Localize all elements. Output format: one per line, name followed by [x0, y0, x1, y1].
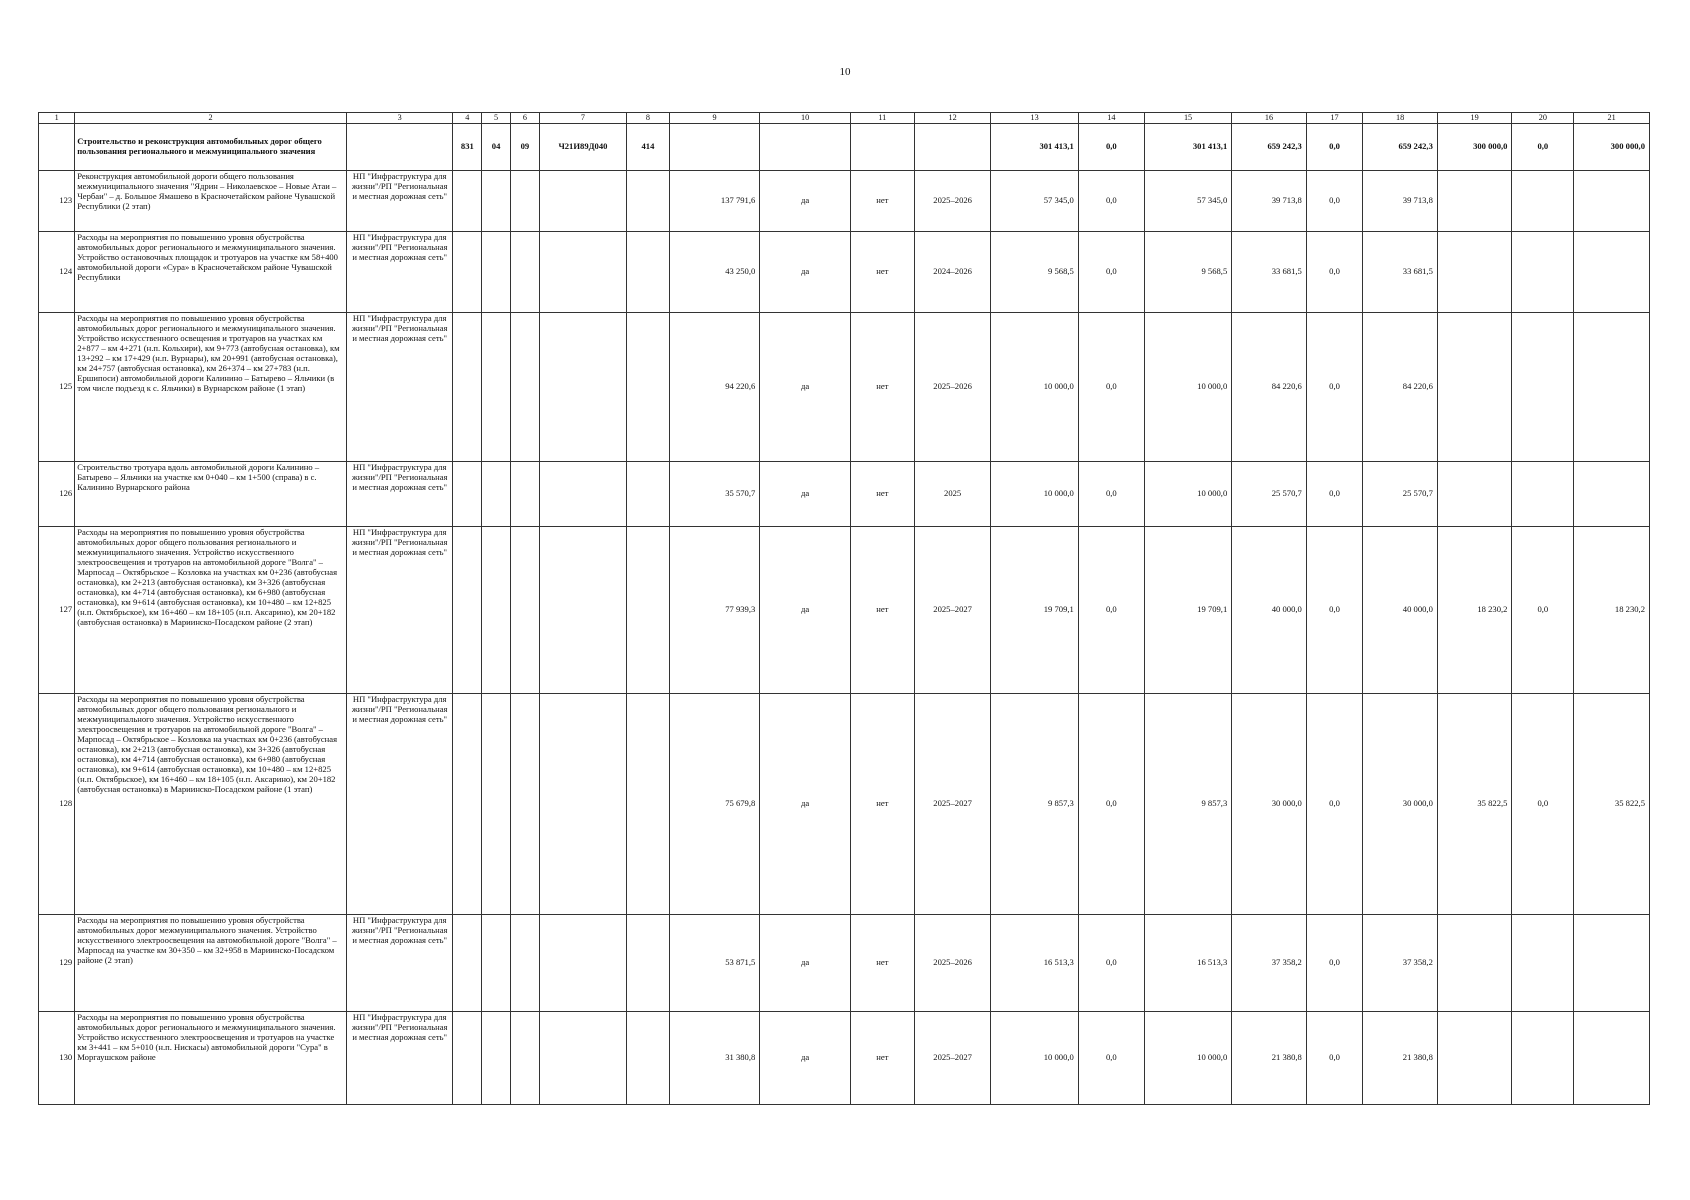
cell-description: Расходы на мероприятия по повышению уровня обустройства автомобильных дорог межмуниципального значения. Устройство искусственного электроосвещения на автомобильной дороге "Волга" – Марпосад на участке км 30+350 – км 32+958 в Мариинско-Посадском районе (2 этап)	[75, 915, 347, 1012]
cell-executor: НП "Инфраструктура для жизни"/РП "Региональная и местная дорожная сеть"	[346, 694, 453, 915]
cell-c13: 16 513,3	[991, 915, 1078, 1012]
cell-c11: нет	[850, 915, 914, 1012]
cell-c19	[1437, 171, 1512, 232]
cell-c20	[1512, 232, 1574, 313]
cell-c14: 0,0	[1078, 694, 1144, 915]
cell-c15: 10 000,0	[1144, 1012, 1231, 1105]
cell-c6	[510, 462, 539, 527]
cell-c15: 57 345,0	[1144, 171, 1231, 232]
cell-c7	[539, 313, 626, 462]
cell-c18: 39 713,8	[1363, 171, 1438, 232]
cell-c12: 2025–2027	[914, 527, 991, 694]
cell-c15: 10 000,0	[1144, 462, 1231, 527]
page-number: 10	[839, 66, 851, 78]
column-number: 20	[1512, 113, 1574, 124]
cell-description: Расходы на мероприятия по повышению уровня обустройства автомобильных дорог общего пользования регионального и межмуниципального значения. Устройство искусственного электроосвещения и тротуаров на автомобильной дороге "Волга" – Марпосад – Октябрьское – Козловка на участках км 0+236 (автобусная остановка), км 2+213 (автобусная остановка), км 3+326 (автобусная остановка), км 4+714 (автобусная остановка), км 6+980 (автобусная остановка), км 9+614 (автобусная остановка), км 10+480 – км 12+825 (н.п. Октябрьское), км 16+460 – км 18+105 (н.п. Аксарино), км 20+182 (автобусная остановка) в Мариинско-Посадском районе (2 этап)	[75, 527, 347, 694]
cell-c16: 659 242,3	[1232, 124, 1307, 171]
cell-c4	[453, 915, 482, 1012]
cell-executor: НП "Инфраструктура для жизни"/РП "Региональная и местная дорожная сеть"	[346, 462, 453, 527]
cell-c6	[510, 313, 539, 462]
cell-c10: да	[760, 462, 851, 527]
cell-c9: 31 380,8	[669, 1012, 760, 1105]
cell-c9: 94 220,6	[669, 313, 760, 462]
cell-c16: 25 570,7	[1232, 462, 1307, 527]
cell-c6: 09	[510, 124, 539, 171]
cell-c18: 21 380,8	[1363, 1012, 1438, 1105]
cell-executor: НП "Инфраструктура для жизни"/РП "Региональная и местная дорожная сеть"	[346, 527, 453, 694]
cell-c7	[539, 1012, 626, 1105]
cell-c16: 84 220,6	[1232, 313, 1307, 462]
cell-c17: 0,0	[1306, 915, 1362, 1012]
cell-c6	[510, 694, 539, 915]
cell-c14: 0,0	[1078, 313, 1144, 462]
column-number: 7	[539, 113, 626, 124]
cell-c20: 0,0	[1512, 527, 1574, 694]
cell-c14: 0,0	[1078, 171, 1144, 232]
cell-c14: 0,0	[1078, 462, 1144, 527]
column-number: 13	[991, 113, 1078, 124]
cell-executor: НП "Инфраструктура для жизни"/РП "Региональная и местная дорожная сеть"	[346, 915, 453, 1012]
cell-c5	[482, 232, 511, 313]
column-number: 19	[1437, 113, 1512, 124]
table-row	[39, 462, 1650, 527]
cell-c21	[1574, 171, 1650, 232]
cell-c9: 43 250,0	[669, 232, 760, 313]
cell-c19: 18 230,2	[1437, 527, 1512, 694]
cell-c12: 2025–2026	[914, 313, 991, 462]
cell-c16: 33 681,5	[1232, 232, 1307, 313]
cell-c8	[627, 1012, 670, 1105]
cell-index: 129	[39, 915, 75, 1012]
cell-c5	[482, 915, 511, 1012]
cell-c9: 75 679,8	[669, 694, 760, 915]
cell-c21	[1574, 462, 1650, 527]
cell-c10: да	[760, 313, 851, 462]
cell-c5	[482, 313, 511, 462]
table-row	[39, 527, 1650, 694]
cell-c5	[482, 171, 511, 232]
cell-c19: 300 000,0	[1437, 124, 1512, 171]
cell-c8	[627, 171, 670, 232]
column-number: 8	[627, 113, 670, 124]
cell-c18: 25 570,7	[1363, 462, 1438, 527]
cell-c13: 10 000,0	[991, 1012, 1078, 1105]
cell-c21	[1574, 1012, 1650, 1105]
cell-c5: 04	[482, 124, 511, 171]
column-number: 3	[346, 113, 453, 124]
cell-description: Расходы на мероприятия по повышению уровня обустройства автомобильных дорог регионального и межмуниципального значения. Устройство искусственного освещения и тротуаров на участках км 2+877 – км 4+271 (н.п. Кольхири), км 9+773 (автобусная остановка), км 13+292 – км 17+429 (н.п. Вурнары), км 20+991 (автобусная остановка), км 24+757 (автобусная остановка), км 26+374 – км 27+783 (н.п. Ершипоси) автомобильной дороги Калинино – Батырево – Яльчики (в том числе подъезд к с. Яльчики) в Вурнарском районе (1 этап)	[75, 313, 347, 462]
cell-c9: 77 939,3	[669, 527, 760, 694]
cell-c5	[482, 1012, 511, 1105]
cell-c16: 40 000,0	[1232, 527, 1307, 694]
cell-description: Расходы на мероприятия по повышению уровня обустройства автомобильных дорог регионального и межмуниципального значения. Устройство искусственного электроосвещения и тротуаров на участке км 3+441 – км 5+010 (н.п. Нискасы) автомобильной дороги "Сура" в Моргаушском районе	[75, 1012, 347, 1105]
cell-c18: 84 220,6	[1363, 313, 1438, 462]
cell-c18: 30 000,0	[1363, 694, 1438, 915]
table-row	[39, 313, 1650, 462]
column-number-row	[39, 113, 1650, 124]
cell-c20	[1512, 915, 1574, 1012]
cell-c13: 10 000,0	[991, 313, 1078, 462]
cell-c10: да	[760, 527, 851, 694]
cell-c9: 137 791,6	[669, 171, 760, 232]
cell-c21: 18 230,2	[1574, 527, 1650, 694]
column-number: 12	[914, 113, 991, 124]
cell-c13: 10 000,0	[991, 462, 1078, 527]
table-row	[39, 171, 1650, 232]
cell-c6	[510, 915, 539, 1012]
cell-c12: 2025–2026	[914, 915, 991, 1012]
cell-c7	[539, 171, 626, 232]
cell-c14: 0,0	[1078, 1012, 1144, 1105]
cell-c4	[453, 527, 482, 694]
cell-description: Реконструкция автомобильной дороги общего пользования межмуниципального значения "Ядрин – Николаевское – Новые Атаи – Чербаи" – д. Большое Ямашево в Красночетайском районе Чувашской Республики (2 этап)	[75, 171, 347, 232]
column-number: 17	[1306, 113, 1362, 124]
cell-c10: да	[760, 1012, 851, 1105]
table-row	[39, 1012, 1650, 1105]
cell-c17: 0,0	[1306, 1012, 1362, 1105]
cell-c15: 16 513,3	[1144, 915, 1231, 1012]
cell-c8	[627, 527, 670, 694]
cell-description: Расходы на мероприятия по повышению уровня обустройства автомобильных дорог регионального и межмуниципального значения. Устройство остановочных площадок и тротуаров на участке км 58+400 автомобильной дороги «Сура» в Красночетайском районе Чувашской Республики	[75, 232, 347, 313]
cell-c17: 0,0	[1306, 313, 1362, 462]
cell-c14: 0,0	[1078, 915, 1144, 1012]
cell-c15: 10 000,0	[1144, 313, 1231, 462]
cell-c10: да	[760, 915, 851, 1012]
cell-c14: 0,0	[1078, 527, 1144, 694]
cell-c17: 0,0	[1306, 694, 1362, 915]
cell-c13: 301 413,1	[991, 124, 1078, 171]
cell-c7	[539, 232, 626, 313]
cell-c19: 35 822,5	[1437, 694, 1512, 915]
cell-c10	[760, 124, 851, 171]
cell-c7	[539, 915, 626, 1012]
cell-c13: 9 568,5	[991, 232, 1078, 313]
cell-c17: 0,0	[1306, 232, 1362, 313]
cell-c20	[1512, 171, 1574, 232]
cell-c14: 0,0	[1078, 124, 1144, 171]
cell-c4	[453, 694, 482, 915]
cell-c21	[1574, 313, 1650, 462]
cell-c19	[1437, 232, 1512, 313]
cell-executor: НП "Инфраструктура для жизни"/РП "Региональная и местная дорожная сеть"	[346, 313, 453, 462]
cell-c10: да	[760, 171, 851, 232]
cell-c11: нет	[850, 462, 914, 527]
cell-c11: нет	[850, 1012, 914, 1105]
cell-c21	[1574, 232, 1650, 313]
cell-c16: 39 713,8	[1232, 171, 1307, 232]
cell-executor: НП "Инфраструктура для жизни"/РП "Региональная и местная дорожная сеть"	[346, 1012, 453, 1105]
cell-c11	[850, 124, 914, 171]
cell-c12	[914, 124, 991, 171]
cell-c8	[627, 462, 670, 527]
column-number: 1	[39, 113, 75, 124]
cell-c6	[510, 527, 539, 694]
cell-c21: 35 822,5	[1574, 694, 1650, 915]
cell-c9	[669, 124, 760, 171]
column-number: 4	[453, 113, 482, 124]
column-number: 15	[1144, 113, 1231, 124]
cell-c15: 19 709,1	[1144, 527, 1231, 694]
cell-c4	[453, 232, 482, 313]
cell-c12: 2025–2026	[914, 171, 991, 232]
table-row	[39, 915, 1650, 1012]
cell-c15: 301 413,1	[1144, 124, 1231, 171]
cell-c15: 9 568,5	[1144, 232, 1231, 313]
cell-c6	[510, 232, 539, 313]
cell-c5	[482, 462, 511, 527]
cell-c6	[510, 1012, 539, 1105]
cell-c17: 0,0	[1306, 171, 1362, 232]
cell-index: 124	[39, 232, 75, 313]
cell-c11: нет	[850, 694, 914, 915]
cell-c4	[453, 313, 482, 462]
cell-c16: 30 000,0	[1232, 694, 1307, 915]
cell-c16: 37 358,2	[1232, 915, 1307, 1012]
cell-c19	[1437, 462, 1512, 527]
cell-c12: 2024–2026	[914, 232, 991, 313]
cell-c21: 300 000,0	[1574, 124, 1650, 171]
cell-index: 126	[39, 462, 75, 527]
cell-c13: 57 345,0	[991, 171, 1078, 232]
cell-executor: НП "Инфраструктура для жизни"/РП "Региональная и местная дорожная сеть"	[346, 232, 453, 313]
cell-c13: 9 857,3	[991, 694, 1078, 915]
cell-c9: 53 871,5	[669, 915, 760, 1012]
cell-index: 128	[39, 694, 75, 915]
cell-c8	[627, 313, 670, 462]
column-number: 21	[1574, 113, 1650, 124]
cell-c19	[1437, 915, 1512, 1012]
cell-c17: 0,0	[1306, 462, 1362, 527]
cell-index: 130	[39, 1012, 75, 1105]
column-number: 14	[1078, 113, 1144, 124]
cell-c10: да	[760, 232, 851, 313]
cell-c5	[482, 527, 511, 694]
cell-description: Расходы на мероприятия по повышению уровня обустройства автомобильных дорог общего пользования регионального и межмуниципального значения. Устройство искусственного электроосвещения и тротуаров на автомобильной дороге "Волга" – Марпосад – Октябрьское – Козловка на участках км 0+236 (автобусная остановка), км 2+213 (автобусная остановка), км 3+326 (автобусная остановка), км 4+714 (автобусная остановка), км 6+980 (автобусная остановка), км 9+614 (автобусная остановка), км 10+480 – км 12+825 (н.п. Октябрьское), км 16+460 – км 18+105 (н.п. Аксарино), км 20+182 (автобусная остановка) в Мариинско-Посадском районе (1 этап)	[75, 694, 347, 915]
cell-c7: Ч21И89Д040	[539, 124, 626, 171]
cell-c11: нет	[850, 313, 914, 462]
section-header-row	[39, 124, 1650, 171]
cell-c8	[627, 232, 670, 313]
cell-c20: 0,0	[1512, 124, 1574, 171]
cell-c14: 0,0	[1078, 232, 1144, 313]
cell-c11: нет	[850, 232, 914, 313]
column-number: 9	[669, 113, 760, 124]
cell-c5	[482, 694, 511, 915]
cell-c8	[627, 915, 670, 1012]
cell-description: Строительство тротуара вдоль автомобильной дороги Калинино – Батырево – Яльчики на участке км 0+040 – км 1+500 (справа) в с. Калинино Вурнарского района	[75, 462, 347, 527]
cell-c12: 2025	[914, 462, 991, 527]
cell-c18: 659 242,3	[1363, 124, 1438, 171]
cell-c19	[1437, 1012, 1512, 1105]
cell-c21	[1574, 915, 1650, 1012]
budget-table	[38, 112, 1650, 1105]
cell-c10: да	[760, 694, 851, 915]
cell-c4: 831	[453, 124, 482, 171]
section-name: Строительство и реконструкция автомобильных дорог общего пользования регионального и межмуниципального значения	[75, 124, 347, 171]
cell-c8: 414	[627, 124, 670, 171]
cell-index: 123	[39, 171, 75, 232]
cell-c18: 40 000,0	[1363, 527, 1438, 694]
cell-c20	[1512, 462, 1574, 527]
column-number: 5	[482, 113, 511, 124]
table-row	[39, 232, 1650, 313]
cell-c20	[1512, 1012, 1574, 1105]
column-number: 16	[1232, 113, 1307, 124]
cell-c18: 37 358,2	[1363, 915, 1438, 1012]
cell-c4	[453, 462, 482, 527]
cell-c17: 0,0	[1306, 527, 1362, 694]
cell-c15: 9 857,3	[1144, 694, 1231, 915]
cell-executor: НП "Инфраструктура для жизни"/РП "Региональная и местная дорожная сеть"	[346, 171, 453, 232]
cell-c18: 33 681,5	[1363, 232, 1438, 313]
cell-executor	[346, 124, 453, 171]
column-number: 2	[75, 113, 347, 124]
cell-c9: 35 570,7	[669, 462, 760, 527]
cell-c11: нет	[850, 527, 914, 694]
cell-c12: 2025–2027	[914, 1012, 991, 1105]
cell-index	[39, 124, 75, 171]
cell-c11: нет	[850, 171, 914, 232]
cell-c8	[627, 694, 670, 915]
column-number: 18	[1363, 113, 1438, 124]
cell-c7	[539, 694, 626, 915]
cell-c19	[1437, 313, 1512, 462]
cell-c6	[510, 171, 539, 232]
cell-c13: 19 709,1	[991, 527, 1078, 694]
cell-c20: 0,0	[1512, 694, 1574, 915]
cell-c20	[1512, 313, 1574, 462]
column-number: 6	[510, 113, 539, 124]
cell-c7	[539, 527, 626, 694]
cell-c4	[453, 1012, 482, 1105]
cell-c4	[453, 171, 482, 232]
cell-c7	[539, 462, 626, 527]
table-row	[39, 694, 1650, 915]
cell-c16: 21 380,8	[1232, 1012, 1307, 1105]
cell-c12: 2025–2027	[914, 694, 991, 915]
column-number: 11	[850, 113, 914, 124]
cell-c17: 0,0	[1306, 124, 1362, 171]
cell-index: 125	[39, 313, 75, 462]
column-number: 10	[760, 113, 851, 124]
cell-index: 127	[39, 527, 75, 694]
